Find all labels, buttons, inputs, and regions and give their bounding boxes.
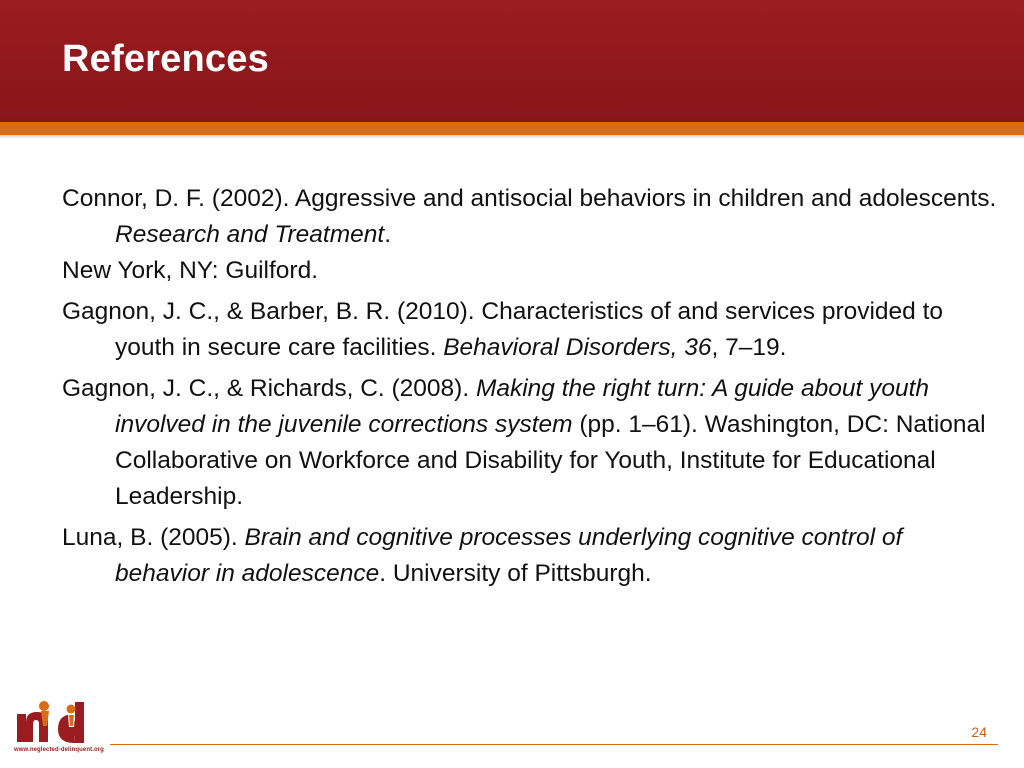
header-bar bbox=[0, 0, 1024, 122]
reference-text: New York, NY: Guilford. bbox=[62, 257, 319, 284]
reference-italic-title: Brain and cognitive processes underlying cognitive control of behavior in adolescence bbox=[115, 524, 903, 587]
reference-text: . bbox=[384, 221, 391, 248]
reference-italic-title: Research and Treatment bbox=[115, 221, 385, 248]
reference-item bbox=[62, 181, 997, 289]
reference-text: , 7–19. bbox=[711, 334, 787, 361]
reference-text: (pp. 1–61). Washington, DC: National Collaborative on Workforce and Disability for Youth, Institute for Educational Leadership. bbox=[115, 411, 986, 510]
references-list bbox=[62, 181, 997, 597]
reference-item bbox=[62, 371, 997, 515]
reference-italic-title: Making the right turn: A guide about youth involved in the juvenile corrections system bbox=[115, 375, 930, 438]
page-number: 24 bbox=[971, 724, 987, 740]
footer-divider bbox=[110, 744, 998, 745]
reference-text: Gagnon, J. C., & Barber, B. R. (2010). Characteristics of and services provided to youth in secure care facilities. bbox=[62, 298, 944, 361]
page-title: References bbox=[62, 38, 269, 80]
header-accent-stripe bbox=[0, 122, 1024, 135]
reference-item bbox=[62, 520, 997, 592]
logo-url-text: www.neglected-delinquent.org bbox=[14, 747, 104, 753]
reference-italic-title: Behavioral Disorders, 36 bbox=[443, 334, 712, 361]
reference-text: Gagnon, J. C., & Richards, C. (2008). bbox=[62, 375, 476, 402]
reference-text: Luna, B. (2005). bbox=[62, 524, 245, 551]
header-shadow bbox=[0, 135, 1024, 139]
reference-item bbox=[62, 294, 997, 366]
reference-text: . University of Pittsburgh. bbox=[379, 560, 652, 587]
reference-text: Connor, D. F. (2002). Aggressive and antisocial behaviors in children and adolescents. bbox=[62, 185, 997, 212]
